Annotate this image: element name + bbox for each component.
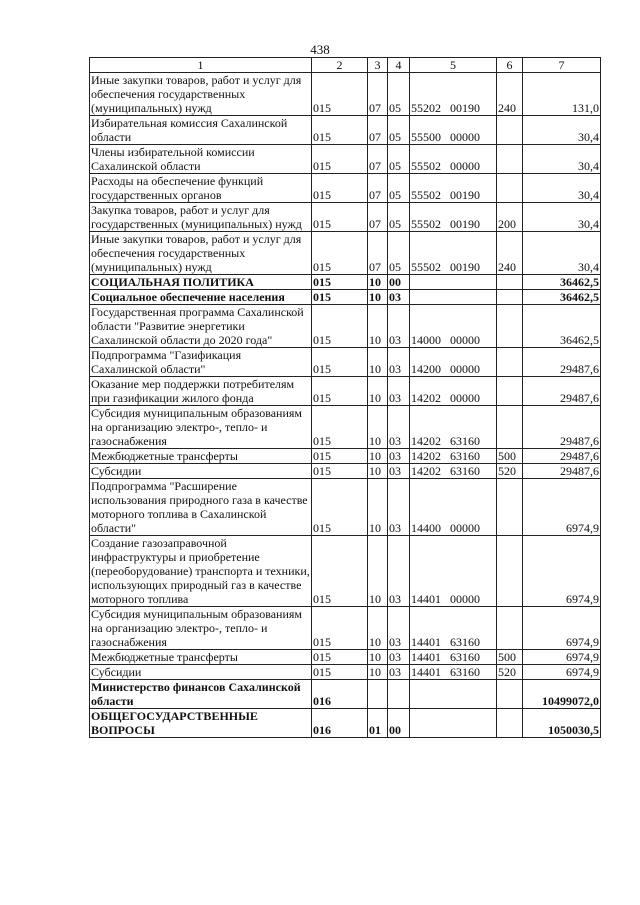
cell-subsection: 05 [388,116,410,145]
cell-amount: 29487,6 [523,449,601,464]
cell-expense-type [497,348,523,377]
cell-section: 10 [368,305,388,348]
cell-grbs: 016 [312,680,368,709]
cell-expense-type [497,275,523,290]
cell-target-article: 14200 00000 [410,348,497,377]
page-number: 438 [310,42,330,57]
cell-expense-type: 520 [497,665,523,680]
cell-name: Государственная программа Сахалинской области "Развитие энергетики Сахалинской области до 2020 года" [90,305,312,348]
cell-section: 10 [368,665,388,680]
cell-section [368,680,388,709]
cell-section: 10 [368,650,388,665]
table-row [90,536,601,607]
cell-subsection: 05 [388,73,410,116]
cell-expense-type [497,607,523,650]
cell-expense-type [497,406,523,449]
cell-target-article: 55500 00000 [410,116,497,145]
cell-name: Создание газозаправочной инфраструктуры и приобретение (переоборудование) транспорта и техники, использующих природный газ в качестве моторного топлива [91,536,310,606]
cell-target-article: 14202 63160 [410,449,497,464]
cell-subsection: 05 [388,145,410,174]
cell-target-article: 55502 00190 [410,203,497,232]
cell-target-article [410,275,497,290]
cell-expense-type [497,145,523,174]
cell-grbs: 015 [312,275,368,290]
cell-name: Подпрограмма "Газификация Сахалинской области" [90,348,312,377]
cell-subsection: 05 [388,232,410,275]
cell-subsection [388,680,410,709]
cell-subsection: 00 [388,275,410,290]
cell-subsection: 03 [388,665,410,680]
cell-expense-type [497,479,523,536]
cell-subsection: 03 [388,536,410,607]
cell-name: Оказание мер поддержки потребителям при газификации жилого фонда [90,377,312,406]
cell-subsection: 03 [388,607,410,650]
cell-amount: 6974,9 [523,665,601,680]
table-row [90,174,601,203]
cell-name: Субсидия муниципальным образованиям на организацию электро-, тепло- и газоснабжения [90,406,312,449]
cell-grbs: 015 [312,348,368,377]
cell-section: 07 [368,232,388,275]
cell-subsection: 05 [388,203,410,232]
column-header-expense-type: 6 [497,58,523,73]
cell-amount: 1050030,5 [523,709,601,738]
cell-grbs: 015 [312,607,368,650]
cell-subsection: 03 [388,479,410,536]
cell-grbs: 015 [312,232,368,275]
cell-target-article: 14401 63160 [410,665,497,680]
cell-name: Подпрограмма "Расширение использования природного газа в качестве моторного топлива в Сахалинской области" [90,479,312,536]
cell-grbs: 015 [312,449,368,464]
cell-name: Министерство финансов Сахалинской области [90,680,312,709]
cell-section: 10 [368,449,388,464]
cell-target-article: 14202 00000 [410,377,497,406]
cell-subsection: 03 [388,449,410,464]
cell-expense-type [497,290,523,305]
cell-amount: 30,4 [523,203,601,232]
cell-amount: 30,4 [523,116,601,145]
table-row [90,348,601,377]
cell-grbs: 015 [312,406,368,449]
column-header-target-article: 5 [410,58,497,73]
table-row [90,290,601,305]
cell-name: Субсидия муниципальным образованиям на организацию электро-, тепло- и газоснабжения [90,607,312,650]
column-header-grbs: 2 [312,58,368,73]
cell-section: 10 [368,536,388,607]
table-row [90,680,601,709]
cell-amount: 29487,6 [523,406,601,449]
cell-amount: 30,4 [523,174,601,203]
cell-expense-type [497,536,523,607]
cell-name: Закупка товаров, работ и услуг для государственных (муниципальных) нужд [90,203,312,232]
column-header-section: 3 [368,58,388,73]
cell-target-article: 14202 63160 [410,406,497,449]
cell-section: 07 [368,145,388,174]
cell-subsection: 00 [388,709,410,738]
cell-grbs: 015 [312,665,368,680]
cell-section: 10 [368,479,388,536]
cell-section: 10 [368,377,388,406]
cell-section: 10 [368,275,388,290]
cell-subsection: 03 [388,377,410,406]
cell-amount: 30,4 [523,145,601,174]
cell-name: Субсидии [90,464,312,479]
cell-expense-type [497,174,523,203]
cell-expense-type [497,377,523,406]
table-row [90,650,601,665]
cell-expense-type [497,116,523,145]
cell-section: 10 [368,406,388,449]
cell-subsection: 03 [388,305,410,348]
cell-grbs: 015 [312,479,368,536]
cell-subsection: 03 [388,406,410,449]
cell-amount: 131,0 [523,73,601,116]
cell-expense-type: 520 [497,464,523,479]
cell-subsection: 05 [388,174,410,203]
cell-section: 10 [368,348,388,377]
cell-grbs: 015 [312,305,368,348]
cell-target-article [410,709,497,738]
cell-grbs: 015 [312,116,368,145]
cell-subsection: 03 [388,348,410,377]
cell-name: Расходы на обеспечение функций государственных органов [90,174,312,203]
cell-name: СОЦИАЛЬНАЯ ПОЛИТИКА [90,275,312,290]
cell-name: Социальное обеспечение населения [90,290,312,305]
cell-amount: 6974,9 [523,607,601,650]
table-row [90,406,601,449]
cell-target-article: 14000 00000 [410,305,497,348]
cell-subsection: 03 [388,650,410,665]
cell-grbs: 015 [312,650,368,665]
table-row [90,275,601,290]
cell-expense-type [497,709,523,738]
table-row [90,203,601,232]
cell-target-article: 14401 63160 [410,650,497,665]
cell-section: 01 [368,709,388,738]
cell-target-article: 14400 00000 [410,479,497,536]
table-row [90,232,601,275]
table-row [90,305,601,348]
table-row [90,665,601,680]
cell-expense-type: 200 [497,203,523,232]
cell-section: 07 [368,203,388,232]
cell-name: ОБЩЕГОСУДАРСТВЕННЫЕ ВОПРОСЫ [90,709,312,738]
table-row [90,73,601,116]
cell-name: Иные закупки товаров, работ и услуг для обеспечения государственных (муниципальных) нужд [90,73,312,116]
cell-grbs: 016 [312,709,368,738]
cell-grbs: 015 [312,174,368,203]
table-header-row [90,58,601,73]
cell-name: Избирательная комиссия Сахалинской области [90,116,312,145]
cell-target-article: 55502 00190 [410,232,497,275]
budget-table [89,57,601,738]
cell-grbs: 015 [312,145,368,174]
cell-expense-type: 240 [497,232,523,275]
cell-amount: 36462,5 [523,290,601,305]
cell-amount: 29487,6 [523,377,601,406]
table-row [90,607,601,650]
cell-grbs: 015 [312,536,368,607]
cell-section: 10 [368,464,388,479]
cell-target-article [410,290,497,305]
cell-target-article: 14401 63160 [410,607,497,650]
column-header-subsection: 4 [388,58,410,73]
cell-expense-type [497,680,523,709]
cell-amount: 29487,6 [523,348,601,377]
table-row [90,377,601,406]
cell-subsection: 03 [388,464,410,479]
cell-subsection: 03 [388,290,410,305]
cell-amount: 29487,6 [523,464,601,479]
table-row [90,479,601,536]
cell-section: 10 [368,290,388,305]
column-header-name: 1 [90,58,312,73]
cell-name: Межбюджетные трансферты [90,449,312,464]
cell-amount: 6974,9 [523,536,601,607]
cell-expense-type: 500 [497,650,523,665]
cell-amount: 36462,5 [523,275,601,290]
table-body [90,73,601,738]
cell-expense-type: 500 [497,449,523,464]
table-row [90,116,601,145]
cell-expense-type: 240 [497,73,523,116]
cell-amount: 6974,9 [523,479,601,536]
cell-name: Иные закупки товаров, работ и услуг для обеспечения государственных (муниципальных) нужд [90,232,312,275]
cell-amount: 36462,5 [523,305,601,348]
cell-section: 10 [368,607,388,650]
cell-target-article: 14202 63160 [410,464,497,479]
cell-amount: 10499072,0 [523,680,601,709]
cell-amount: 6974,9 [523,650,601,665]
cell-target-article: 14401 00000 [410,536,497,607]
column-header-amount: 7 [523,58,601,73]
cell-amount: 30,4 [523,232,601,275]
cell-target-article: 55502 00000 [410,145,497,174]
cell-section: 07 [368,174,388,203]
table-row [90,464,601,479]
table-row [90,709,601,738]
table-row [90,449,601,464]
cell-name: Межбюджетные трансферты [90,650,312,665]
cell-expense-type [497,305,523,348]
cell-grbs: 015 [312,377,368,406]
cell-section: 07 [368,116,388,145]
cell-grbs: 015 [312,73,368,116]
table-row [90,145,601,174]
cell-name: Субсидии [90,665,312,680]
cell-grbs: 015 [312,203,368,232]
cell-target-article [410,680,497,709]
cell-name: Члены избирательной комиссии Сахалинской области [90,145,312,174]
cell-target-article: 55502 00190 [410,174,497,203]
cell-section: 07 [368,73,388,116]
cell-grbs: 015 [312,464,368,479]
cell-target-article: 55202 00190 [410,73,497,116]
cell-grbs: 015 [312,290,368,305]
